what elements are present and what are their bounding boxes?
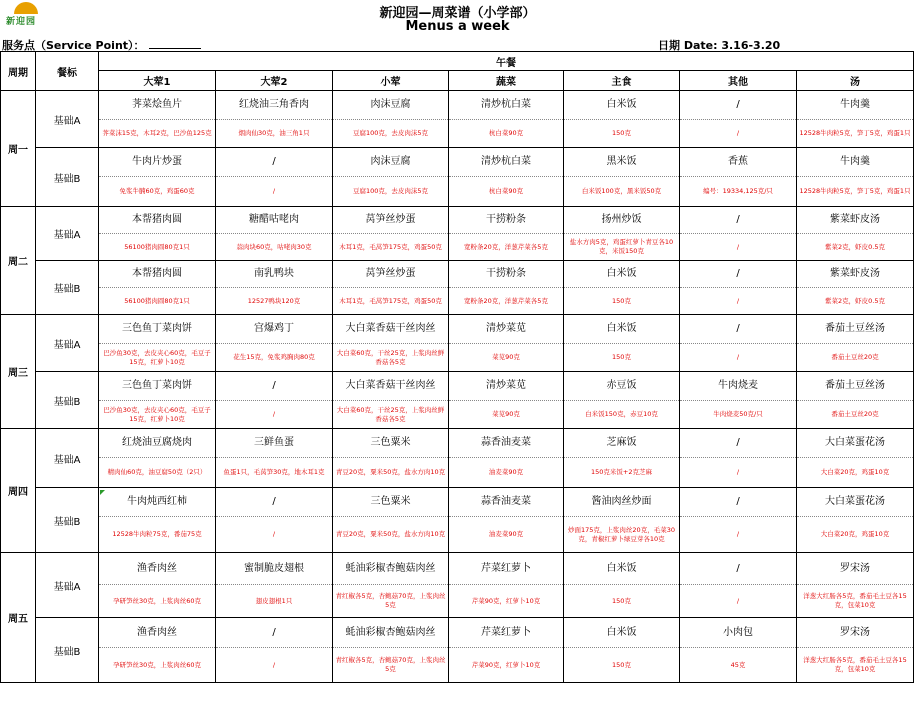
dish-name: / bbox=[680, 429, 797, 458]
dish-ingredients: 菜苋90克 bbox=[449, 344, 564, 372]
dish-name: 牛肉烧麦 bbox=[680, 372, 797, 401]
dish-ingredients: / bbox=[216, 401, 333, 429]
day-label: 周五 bbox=[1, 553, 36, 683]
day-label: 周一 bbox=[1, 91, 36, 207]
dish-name: / bbox=[680, 488, 797, 517]
dish-ingredients: 56100猪肉圆80克1只 bbox=[99, 288, 216, 315]
dish-name: 牛肉炖西红柿 bbox=[99, 488, 216, 517]
dish-ingredients: 巴沙鱼30克，去皮夹心60克，毛豆子15克，红萝卜10克 bbox=[99, 401, 216, 429]
dish-name: 渔香肉丝 bbox=[99, 553, 216, 585]
meal-standard-label: 基础A bbox=[36, 207, 99, 261]
dish-ingredients: 豆腐100克，去皮肉沫5克 bbox=[333, 177, 449, 207]
dish-name: / bbox=[216, 488, 333, 517]
dish-ingredients: 杭白菜90克 bbox=[449, 177, 564, 207]
dish-name: 蜜制脆皮翅根 bbox=[216, 553, 333, 585]
dish-name: 黑米饭 bbox=[564, 148, 680, 177]
menu-row-details bbox=[1, 585, 914, 618]
menu-row-names bbox=[1, 148, 914, 177]
dish-name: 莴笋丝炒蛋 bbox=[333, 207, 449, 234]
dish-name: 蚝油彩椒杏鲍菇肉丝 bbox=[333, 553, 449, 585]
date-range: 日期 Date: 3.16-3.20 bbox=[658, 39, 781, 52]
dish-name: 肉沫豆腐 bbox=[333, 148, 449, 177]
dish-name: 大白菜香菇干丝肉丝 bbox=[333, 372, 449, 401]
dish-name: 三色鱼丁菜肉饼 bbox=[99, 315, 216, 344]
dish-ingredients: 翅皮翅根1只 bbox=[216, 585, 333, 618]
meal-standard-label: 基础B bbox=[36, 148, 99, 207]
dish-name: 宫爆鸡丁 bbox=[216, 315, 333, 344]
dish-ingredients: 白米饭100克，黑米饭50克 bbox=[564, 177, 680, 207]
dish-ingredients: 12527鸭块120克 bbox=[216, 288, 333, 315]
dish-column-header: 蔬菜 bbox=[449, 71, 564, 91]
dish-name: 罗宋汤 bbox=[797, 618, 914, 648]
dish-ingredients: 12528牛肉粒5克，笋丁5克，鸡蛋1只 bbox=[797, 120, 914, 148]
dish-name: 蒜香油麦菜 bbox=[449, 429, 564, 458]
dish-ingredients: 鱼蛋1只，毛莴笋30克，地木耳1克 bbox=[216, 458, 333, 488]
service-point-text: 服务点（Service Point）： bbox=[2, 39, 145, 52]
meal-standard-label: 基础B bbox=[36, 488, 99, 553]
dish-name: 白米饭 bbox=[564, 553, 680, 585]
dish-ingredients: / bbox=[216, 648, 333, 683]
menu-row-names bbox=[1, 553, 914, 585]
dish-name: 干捞粉条 bbox=[449, 261, 564, 288]
dish-ingredients: / bbox=[216, 517, 333, 553]
menu-row-details bbox=[1, 177, 914, 207]
dish-name: 清炒菜苋 bbox=[449, 372, 564, 401]
menu-row-names bbox=[1, 315, 914, 344]
dish-name: 牛肉羹 bbox=[797, 91, 914, 120]
dish-ingredients: 免浆牛腩60克，鸡蛋60克 bbox=[99, 177, 216, 207]
dish-name: / bbox=[680, 91, 797, 120]
dish-ingredients: 番茄土豆丝20克 bbox=[797, 401, 914, 429]
menu-row-details bbox=[1, 401, 914, 429]
page-subtitle: Menus a week bbox=[405, 19, 510, 34]
dish-ingredients: 紫菜2克，虾皮0.5克 bbox=[797, 288, 914, 315]
dish-ingredients: 盐水方肉5克，鸡蛋红萝卜青豆各10克，米饭150克 bbox=[564, 234, 680, 261]
dish-name: 大白菜蛋花汤 bbox=[797, 429, 914, 458]
dish-name: 扬州炒饭 bbox=[564, 207, 680, 234]
dish-name: 清炒杭白菜 bbox=[449, 91, 564, 120]
dish-ingredients: 青豆20克，粟米50克，盐水方肉10克 bbox=[333, 458, 449, 488]
dish-name: 大白菜蛋花汤 bbox=[797, 488, 914, 517]
dish-ingredients: / bbox=[680, 344, 797, 372]
dish-ingredients: 12528牛肉粒5克，笋丁5克，鸡蛋1只 bbox=[797, 177, 914, 207]
weekly-menu-table bbox=[0, 51, 914, 683]
cell-marker-icon bbox=[100, 490, 105, 495]
service-point-blank bbox=[149, 38, 201, 49]
dish-ingredients: 油麦菜90克 bbox=[449, 517, 564, 553]
dish-ingredients: 大白菜60克，干丝25克，上浆肉丝鲜香菇各5克 bbox=[333, 401, 449, 429]
dish-ingredients: 12528牛肉粒75克，番茄75克 bbox=[99, 517, 216, 553]
dish-name: 糖醋咕咾肉 bbox=[216, 207, 333, 234]
dish-name: 大白菜香菇干丝肉丝 bbox=[333, 315, 449, 344]
dish-column-header: 主食 bbox=[564, 71, 680, 91]
dish-ingredients: / bbox=[680, 585, 797, 618]
dish-ingredients: 150克 bbox=[564, 648, 680, 683]
meal-standard-label: 基础B bbox=[36, 372, 99, 429]
standard-header: 餐标 bbox=[36, 52, 99, 91]
menu-row-details bbox=[1, 517, 914, 553]
dish-ingredients: 菜苋90克 bbox=[449, 401, 564, 429]
dish-ingredients: 巴沙鱼30克，去皮夹心60克，毛豆子15克，红萝卜10克 bbox=[99, 344, 216, 372]
menu-row-details bbox=[1, 458, 914, 488]
dish-ingredients: 荠菜沫15克，木耳2克，巴沙鱼125克 bbox=[99, 120, 216, 148]
dish-ingredients: / bbox=[680, 517, 797, 553]
dish-name: 白米饭 bbox=[564, 315, 680, 344]
dish-name: 清炒杭白菜 bbox=[449, 148, 564, 177]
dish-name: 小肉包 bbox=[680, 618, 797, 648]
dish-ingredients: 45克 bbox=[680, 648, 797, 683]
dish-name: 酱油肉丝炒面 bbox=[564, 488, 680, 517]
dish-name: 番茄土豆丝汤 bbox=[797, 315, 914, 344]
dish-ingredients: 150克 bbox=[564, 344, 680, 372]
dish-name: 白米饭 bbox=[564, 261, 680, 288]
dish-name: 芹菜红萝卜 bbox=[449, 618, 564, 648]
dish-ingredients: 豆腐100克，去皮肉沫5克 bbox=[333, 120, 449, 148]
week-header: 周期 bbox=[1, 52, 36, 91]
menu-row-names bbox=[1, 429, 914, 458]
dish-ingredients: 编号：19334,125克/只 bbox=[680, 177, 797, 207]
dish-ingredients: 精肉仙60克，油豆腐50克（2只） bbox=[99, 458, 216, 488]
dish-name: 荠菜烩鱼片 bbox=[99, 91, 216, 120]
dish-ingredients: / bbox=[680, 120, 797, 148]
dish-name: / bbox=[216, 618, 333, 648]
dish-ingredients: 番茄土豆丝20克 bbox=[797, 344, 914, 372]
dish-column-header: 汤 bbox=[797, 71, 914, 91]
dish-ingredients: 洋葱大红肠各5克，番茄毛土豆各15克，包菜10克 bbox=[797, 648, 914, 683]
dish-name: 清炒菜苋 bbox=[449, 315, 564, 344]
dish-name: 白米饭 bbox=[564, 618, 680, 648]
day-label: 周三 bbox=[1, 315, 36, 429]
dish-ingredients: / bbox=[680, 458, 797, 488]
dish-ingredients: 大白菜60克，干丝25克，上浆肉丝鲜香菇各5克 bbox=[333, 344, 449, 372]
dish-ingredients: 木耳1克，毛莴笋175克，鸡蛋50克 bbox=[333, 288, 449, 315]
dish-name: 紫菜虾皮汤 bbox=[797, 261, 914, 288]
lunch-header: 午餐 bbox=[99, 52, 914, 71]
meal-standard-label: 基础A bbox=[36, 91, 99, 148]
dish-name: 三色粟米 bbox=[333, 429, 449, 458]
menu-row-details bbox=[1, 344, 914, 372]
dish-ingredients: / bbox=[216, 177, 333, 207]
dish-name: 红烧油豆腐烧肉 bbox=[99, 429, 216, 458]
dish-ingredients: 青红椒各5克，杏鲍菇70克，上浆肉丝5克 bbox=[333, 585, 449, 618]
dish-ingredients: / bbox=[680, 234, 797, 261]
dish-name: 香蕉 bbox=[680, 148, 797, 177]
meal-standard-label: 基础A bbox=[36, 553, 99, 618]
dish-name: 本帮猪肉圆 bbox=[99, 207, 216, 234]
dish-name: 赤豆饭 bbox=[564, 372, 680, 401]
dish-ingredients: 花生15克，免浆鸡胸肉80克 bbox=[216, 344, 333, 372]
menu-row-names bbox=[1, 207, 914, 234]
dish-name: / bbox=[680, 553, 797, 585]
dish-ingredients: 白米饭150克，赤豆10克 bbox=[564, 401, 680, 429]
dish-ingredients: 木耳1克，毛莴笋175克，鸡蛋50克 bbox=[333, 234, 449, 261]
dish-name: 红烧油三角香肉 bbox=[216, 91, 333, 120]
meal-standard-label: 基础B bbox=[36, 261, 99, 315]
day-label: 周四 bbox=[1, 429, 36, 553]
dish-column-header: 大荤2 bbox=[216, 71, 333, 91]
dish-name: / bbox=[680, 207, 797, 234]
dish-name: 蚝油彩椒杏鲍菇肉丝 bbox=[333, 618, 449, 648]
dish-ingredients: / bbox=[680, 288, 797, 315]
dish-name: 肉沫豆腐 bbox=[333, 91, 449, 120]
dish-ingredients: 牛肉烧麦50克/只 bbox=[680, 401, 797, 429]
meal-standard-label: 基础A bbox=[36, 315, 99, 372]
dish-name: 牛肉片炒蛋 bbox=[99, 148, 216, 177]
meal-standard-label: 基础B bbox=[36, 618, 99, 683]
dish-ingredients: 炒面175克，上浆肉丝20克，毛菜30克，青椒红萝卜绿豆芽各10克 bbox=[564, 517, 680, 553]
menu-row-names bbox=[1, 261, 914, 288]
dish-ingredients: 洋葱大红肠各5克，番茄毛土豆各15克，包菜10克 bbox=[797, 585, 914, 618]
dish-name: / bbox=[680, 315, 797, 344]
dish-column-header: 大荤1 bbox=[99, 71, 216, 91]
dish-ingredients: 宽粉条20克，洋葱芹菜各5克 bbox=[449, 288, 564, 315]
dish-name: 本帮猪肉圆 bbox=[99, 261, 216, 288]
logo-text: 新迎园 bbox=[6, 17, 37, 27]
dish-name: 白米饭 bbox=[564, 91, 680, 120]
menu-row-details bbox=[1, 120, 914, 148]
dish-name: 三色鱼丁菜肉饼 bbox=[99, 372, 216, 401]
dish-name: 干捞粉条 bbox=[449, 207, 564, 234]
dish-name: 三色粟米 bbox=[333, 488, 449, 517]
dish-name: / bbox=[216, 372, 333, 401]
dish-name: 渔香肉丝 bbox=[99, 618, 216, 648]
dish-ingredients: 烟肉仙30克，油三角1只 bbox=[216, 120, 333, 148]
dish-ingredients: 杭白菜90克 bbox=[449, 120, 564, 148]
menu-row-names bbox=[1, 372, 914, 401]
page-title: 新迎园—周菜谱（小学部） bbox=[379, 6, 536, 21]
dish-name: 莴笋丝炒蛋 bbox=[333, 261, 449, 288]
dish-ingredients: 孕研笋丝30克，上浆肉丝60克 bbox=[99, 648, 216, 683]
dish-ingredients: 大白菜20克，鸡蛋10克 bbox=[797, 517, 914, 553]
dish-name: 芹菜红萝卜 bbox=[449, 553, 564, 585]
dish-name: 芝麻饭 bbox=[564, 429, 680, 458]
dish-name: / bbox=[680, 261, 797, 288]
dish-name: 南乳鸭块 bbox=[216, 261, 333, 288]
dish-column-header: 小荤 bbox=[333, 71, 449, 91]
dish-ingredients: 芹菜90克，红萝卜10克 bbox=[449, 585, 564, 618]
dish-ingredients: 油麦菜90克 bbox=[449, 458, 564, 488]
dish-ingredients: 蒜肉块60克，咕咾肉30克 bbox=[216, 234, 333, 261]
dish-ingredients: 150克米饭+2克芝麻 bbox=[564, 458, 680, 488]
menu-row-details bbox=[1, 648, 914, 683]
dish-ingredients: 芹菜90克，红萝卜10克 bbox=[449, 648, 564, 683]
dish-ingredients: 大白菜20克，鸡蛋10克 bbox=[797, 458, 914, 488]
meal-standard-label: 基础A bbox=[36, 429, 99, 488]
dish-ingredients: 青豆20克，粟米50克，盐水方肉10克 bbox=[333, 517, 449, 553]
menu-row-details bbox=[1, 234, 914, 261]
dish-ingredients: 孕研笋丝30克，上浆肉丝60克 bbox=[99, 585, 216, 618]
dish-name: / bbox=[216, 148, 333, 177]
dish-ingredients: 紫菜2克，虾皮0.5克 bbox=[797, 234, 914, 261]
menu-row-names bbox=[1, 618, 914, 648]
dish-ingredients: 150克 bbox=[564, 288, 680, 315]
dish-ingredients: 青红椒各5克，杏鲍菇70克，上浆肉丝5克 bbox=[333, 648, 449, 683]
dish-ingredients: 150克 bbox=[564, 585, 680, 618]
menu-row-names bbox=[1, 488, 914, 517]
dish-ingredients: 56100猪肉圆80克1只 bbox=[99, 234, 216, 261]
menu-row-details bbox=[1, 288, 914, 315]
dish-name: 番茄土豆丝汤 bbox=[797, 372, 914, 401]
menu-row-names bbox=[1, 91, 914, 120]
dish-name: 牛肉羹 bbox=[797, 148, 914, 177]
dish-ingredients: 150克 bbox=[564, 120, 680, 148]
dish-name: 紫菜虾皮汤 bbox=[797, 207, 914, 234]
dish-ingredients: 宽粉条20克，洋葱芹菜各5克 bbox=[449, 234, 564, 261]
dish-column-header: 其他 bbox=[680, 71, 797, 91]
dish-name: 罗宋汤 bbox=[797, 553, 914, 585]
dish-name: 蒜香油麦菜 bbox=[449, 488, 564, 517]
dish-name: 三鲜鱼蛋 bbox=[216, 429, 333, 458]
day-label: 周二 bbox=[1, 207, 36, 315]
